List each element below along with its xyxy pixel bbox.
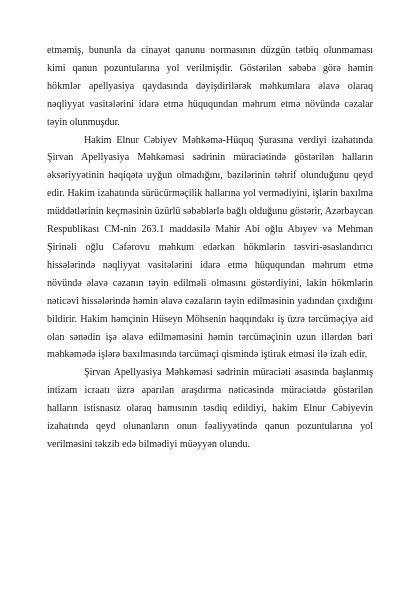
paragraph-investigation-result: Şirvan Apellyasiya Məhkəməsi sədrinin müraciəti əsasında başlanmış intizam icraatı üzrə aparılan araşdırma nəticəsində müraciətdə göstərilən halların istisnasız olaraq hamısının təsdiq edildiyi, hakim Elnur Cəbiyevin izahatında qeyd olunanların onun fəaliyyətində qanun pozuntularına yol verilməsini təkzib edə bilmədiyi müəyyən olundu. [47,367,373,450]
paragraph-continuation: etməmiş, bununla da cinayət qanunu normasının düzgün tətbiq olunmaması kimi qanun pozuntularına yol verilmişdir. Göstərilən səbəbə görə həmin hökmlər apellyasiya qaydasında dəyişdirilərək məhkumlara əlavə olaraq nəqliyyat vasitələrini idarə etmə hüququndan məhrum etmə növündə cəzalar təyin olunmuşdur. [47,45,373,128]
paragraph-judge-explanation: Hakim Elnur Cəbiyev Məhkəmə-Hüquq Şurasına verdiyi izahatında Şirvan Apellyasiya Məhkəməsi sədrinin müraciətində göstərilən halların əksəriyyətinin həqiqətə uyğun olmadığını, bəzilərinin təhrif olunduğunu qeyd edir. Hakim izahatında sürücürməçilik hallarına yol vermədiyini, işlərin baxılma müddətlərinin keçməsinin üzürlü səbəblərlə bağlı olduğunu göstərir, Azərbaycan Respublikası CM-nin 263.1 maddəsilə Mahir Abi oğlu Abıyev və Mehman Şirinəli oğlu Cəfərovu məhkum edərkən hökmlərin təsviri-əsaslandırıcı hissələrində nəqliyyat vasitələrini idarə etmə hüququndan məhrum etmə növündə əlavə cəzanın təyin edilməli olmasını göstərdiyini, lakin hökmlərin nəticəvi hissələrində həmin əlavə cəzaların təyin edilməsinin yadından çıxdığını bildirir. Hakim həmçinin Hüseyn Möhsenin haqqındakı iş üzrə tərcüməçiyə aid olan sənədin işə əlavə edilməməsini həmin tərcüməçinin uzun illərdən bəri məhkəmədə işlərə baxılmasında tərcüməçi qismində iştirak etməsi ilə izah edir. [47,134,373,361]
document-body [47,42,373,454]
